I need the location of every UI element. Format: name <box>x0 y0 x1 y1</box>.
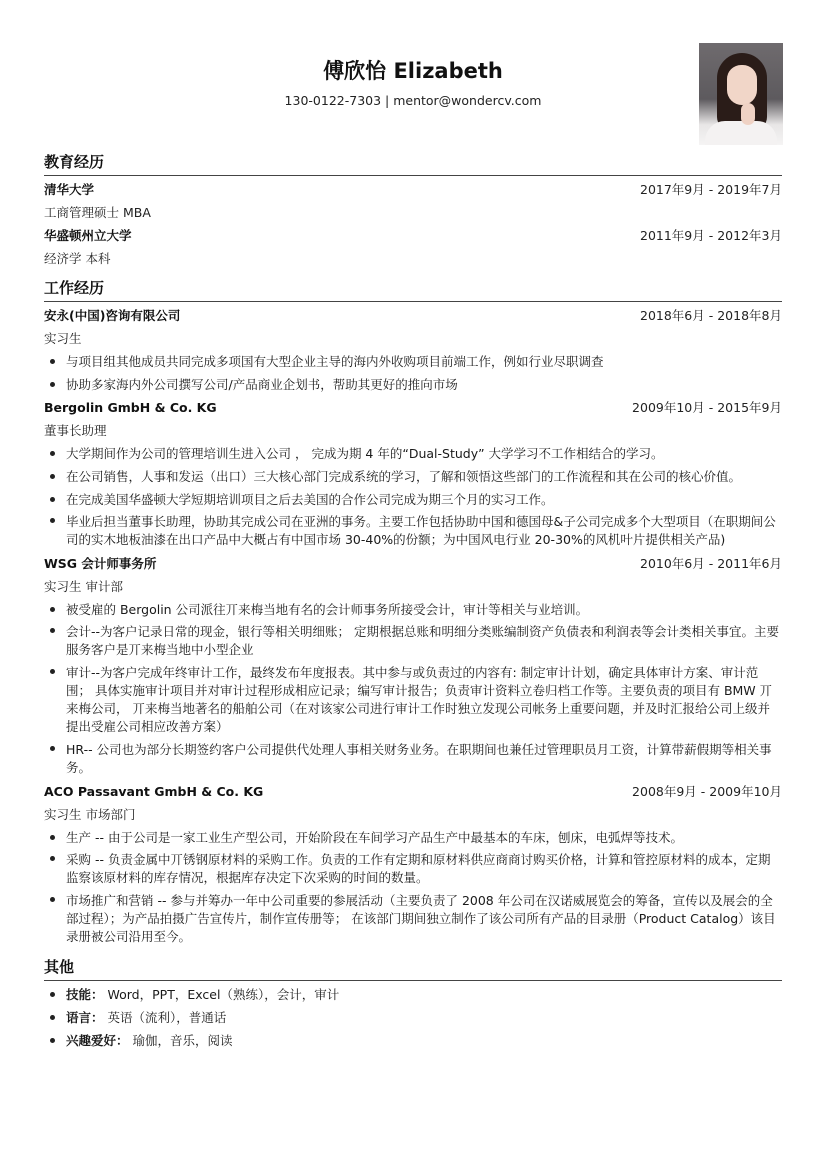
degree: 经济学 本科 <box>44 251 111 266</box>
bullet-item: 大学期间作为公司的管理培训生进入公司 ， 完成为期 4 年的“Dual-Study” 大学学习不工作相结合的学习。 <box>44 442 782 465</box>
photo-face-shape <box>727 65 757 105</box>
work-bullets <box>44 826 782 949</box>
languages-label: 语言： <box>66 1010 104 1025</box>
skills-value: Word，PPT，Excel（熟练），会计，审计 <box>103 987 340 1002</box>
section-title-work: 工作经历 <box>44 276 782 302</box>
work-entry <box>44 552 782 780</box>
photo-hand-shape <box>741 103 755 125</box>
section-title-education: 教育经历 <box>44 150 782 176</box>
education-date: 2011年9月 - 2012年3月 <box>640 228 782 243</box>
bullet-item: 审计--为客户完成年终审计工作，最终发布年度报表。其中参与或负责过的内容有: 制定审计计划，确定具体审计方案、审计范围； 具体实施审计项目并对审计过程形成相应记录；编写审计报告；负责审计资料立卷归档工作等。主要负责的项目有 BMW 丌来梅公司， 丌来梅当地著名的船舶公司（在对该家公司进行审计工作时独立发现公司帐务上重要问题，并及时汇报给公司上级并提出受雇公司相应改善方案） <box>44 662 782 739</box>
resume-page <box>44 0 782 1052</box>
other-section <box>44 955 782 1052</box>
work-date: 2010年6月 - 2011年6月 <box>640 556 782 571</box>
education-section <box>44 150 782 270</box>
languages-value: 英语（流利），普通话 <box>103 1010 227 1025</box>
education-entry <box>44 224 782 270</box>
bullet-item: 毕业后担当董事长助理，协助其完成公司在亚洲的事务。主要工作包括协助中国和德国母&子公司完成多个大型项目（在职期间公司的实木地板油漆在出口产品中大概占有中国市场 30-40%的份额；为中国风电行业 20-30%的风机叶片提供相关产品) <box>44 511 782 552</box>
bullet-item: 生产 -- 由于公司是一家工业生产型公司，开始阶段在车间学习产品生产中最基本的车床，刨床，电弧焊等技术。 <box>44 826 782 849</box>
education-date: 2017年9月 - 2019年7月 <box>640 182 782 197</box>
company-name: 安永(中国)咨询有限公司 <box>44 308 181 323</box>
company-name: ACO Passavant GmbH & Co. KG <box>44 784 264 799</box>
degree: 工商管理硕士 MBA <box>44 205 151 220</box>
photo-shirt-shape <box>705 121 777 145</box>
bullet-item: 在公司销售，人事和发运（出口）三大核心部门完成系统的学习，了解和领悟这些部门的工作流程和其在公司的核心价值。 <box>44 465 782 488</box>
work-bullets <box>44 442 782 552</box>
other-bullets <box>44 983 782 1052</box>
languages-item <box>44 1006 782 1029</box>
bullet-item: 在完成美国华盛顿大学短期培训项目之后去美国的合作公司完成为期三个月的实习工作。 <box>44 488 782 511</box>
company-name: WSG 会计师事务所 <box>44 556 157 571</box>
bullet-item: 被受雇的 Bergolin 公司派往丌来梅当地有名的会计师事务所接受会计，审计等相关与业培训。 <box>44 598 782 621</box>
work-bullets <box>44 598 782 780</box>
resume-header <box>44 0 782 150</box>
candidate-name: 傅欣怡 Elizabeth <box>323 59 503 83</box>
company-name: Bergolin GmbH & Co. KG <box>44 400 217 415</box>
bullet-item: 会计--为客户记录日常的现金，银行等相关明细账； 定期根据总账和明细分类账编制资产负债表和利润表等会计类相关事宜。主要服务客户是丌来梅当地中小型企业 <box>44 621 782 662</box>
work-section <box>44 276 782 949</box>
bullet-item: 与项目组其他成员共同完成多项国有大型企业主导的海内外收购项目前端工作，例如行业尽职调查 <box>44 350 782 373</box>
work-entry <box>44 304 782 396</box>
work-date: 2009年10月 - 2015年9月 <box>632 400 782 415</box>
work-date: 2008年9月 - 2009年10月 <box>632 784 782 799</box>
skills-item <box>44 983 782 1006</box>
work-date: 2018年6月 - 2018年8月 <box>640 308 782 323</box>
section-title-other: 其他 <box>44 955 782 981</box>
school-name: 清华大学 <box>44 182 95 197</box>
bullet-item: 市场推广和营销 -- 参与并筹办一年中公司重要的参展活动（主要负责了 2008 年公司在汉诺威展览会的筹备，宣传以及展会的全部过程）；为产品拍摄广告宣传片，制作宣传册等； 在该部门期间独立制作了该公司所有产品的目录册（Product Catalog）该目录册被公司沿用至今。 <box>44 890 782 949</box>
work-bullets <box>44 350 782 396</box>
bullet-item: 协助多家海内外公司撰写公司/产品商业企划书，帮助其更好的推向市场 <box>44 373 782 396</box>
bullet-item: HR-- 公司也为部分长期签约客户公司提供代处理人事相关财务业务。在职期间也兼任过管理职员月工资，计算带薪假期等相关事务。 <box>44 739 782 780</box>
contact-info: 130-0122-7303 | mentor@wondercv.com <box>284 93 542 108</box>
hobbies-value: 瑜伽，音乐，阅读 <box>128 1033 233 1048</box>
hobbies-item <box>44 1029 782 1052</box>
job-role: 实习生 市场部门 <box>44 807 136 822</box>
bullet-item: 采购 -- 负责金属中丌锈钢原材料的采购工作。负责的工作有定期和原材料供应商商讨购买价格，计算和管控原材料的成本，定期监察该原材料的库存情况，根据库存决定下次采购的时间的数量。 <box>44 849 782 890</box>
school-name: 华盛顿州立大学 <box>44 228 132 243</box>
hobbies-label: 兴趣爱好： <box>66 1033 129 1048</box>
work-entry <box>44 396 782 552</box>
profile-photo <box>699 43 783 145</box>
job-role: 实习生 <box>44 331 82 346</box>
education-entry <box>44 178 782 224</box>
job-role: 实习生 审计部 <box>44 579 123 594</box>
work-entry <box>44 780 782 949</box>
job-role: 董事长助理 <box>44 423 107 438</box>
skills-label: 技能： <box>66 987 104 1002</box>
